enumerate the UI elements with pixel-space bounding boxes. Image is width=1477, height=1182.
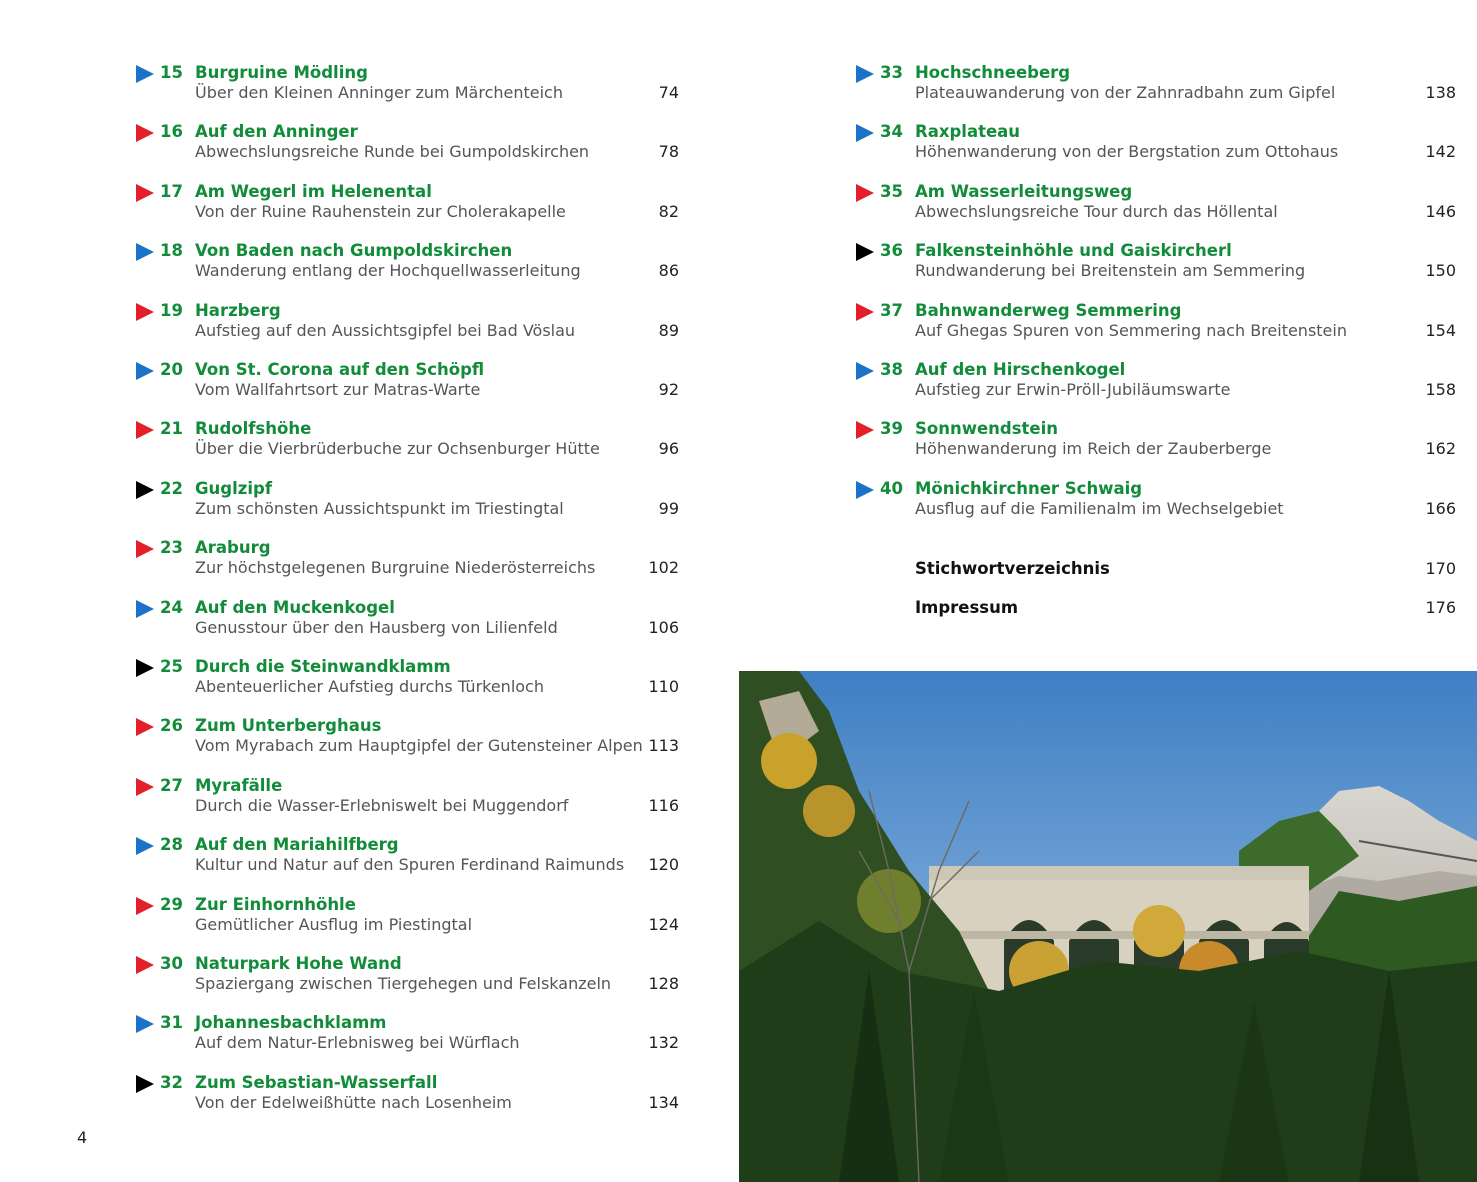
tour-page-number: 166 (1425, 499, 1456, 518)
tour-subtitle: Über die Vierbrüderbuche zur Ochsenburger Hütte (195, 439, 600, 458)
toc-entry[interactable] (0, 537, 700, 583)
tour-title: Naturpark Hohe Wand (195, 954, 402, 973)
toc-entry[interactable] (720, 121, 1477, 167)
toc-entry[interactable] (720, 62, 1477, 108)
tour-title: Am Wasserleitungsweg (915, 182, 1133, 201)
tour-number: 15 (160, 63, 183, 82)
tour-title: Araburg (195, 538, 271, 557)
triangle-marker-icon (136, 243, 154, 261)
toc-entry[interactable] (720, 240, 1477, 286)
triangle-marker-icon (136, 956, 154, 974)
tour-page-number: 99 (658, 499, 679, 518)
tour-subtitle: Zur höchstgelegenen Burgruine Niederösterreichs (195, 558, 596, 577)
tour-page-number: 106 (648, 618, 679, 637)
tour-page-number: 82 (658, 202, 679, 221)
extra-page-number: 176 (1425, 598, 1456, 617)
tour-number: 37 (880, 301, 903, 320)
tour-number: 34 (880, 122, 903, 141)
tour-subtitle: Plateauwanderung von der Zahnradbahn zum Gipfel (915, 83, 1336, 102)
tour-page-number: 138 (1425, 83, 1456, 102)
tour-subtitle: Spaziergang zwischen Tiergehegen und Felskanzeln (195, 974, 612, 993)
tour-title: Harzberg (195, 301, 281, 320)
tour-title: Auf den Anninger (195, 122, 358, 141)
tour-page-number: 124 (648, 915, 679, 934)
tour-title: Auf den Hirschenkogel (915, 360, 1126, 379)
triangle-marker-icon (136, 421, 154, 439)
tour-number: 16 (160, 122, 183, 141)
triangle-marker-icon (856, 303, 874, 321)
tour-page-number: 128 (648, 974, 679, 993)
toc-entry[interactable] (0, 715, 700, 761)
tour-number: 25 (160, 657, 183, 676)
toc-entry[interactable] (0, 834, 700, 880)
tour-number: 18 (160, 241, 183, 260)
tour-subtitle: Ausflug auf die Familienalm im Wechselgebiet (915, 499, 1284, 518)
toc-entry[interactable] (0, 953, 700, 999)
toc-entry[interactable] (0, 300, 700, 346)
tour-page-number: 146 (1425, 202, 1456, 221)
tour-page-number: 116 (648, 796, 679, 815)
tour-subtitle: Aufstieg zur Erwin-Pröll-Jubiläumswarte (915, 380, 1231, 399)
tour-subtitle: Durch die Wasser-Erlebniswelt bei Muggendorf (195, 796, 569, 815)
tour-number: 29 (160, 895, 183, 914)
toc-entry[interactable] (0, 1012, 700, 1058)
triangle-marker-icon (856, 362, 874, 380)
toc-entry[interactable] (720, 181, 1477, 227)
tour-subtitle: Aufstieg auf den Aussichtsgipfel bei Bad Vöslau (195, 321, 576, 340)
tour-page-number: 92 (658, 380, 679, 399)
tour-page-number: 134 (648, 1093, 679, 1112)
tour-number: 36 (880, 241, 903, 260)
tour-page-number: 150 (1425, 261, 1456, 280)
tour-number: 20 (160, 360, 183, 379)
tour-page-number: 74 (658, 83, 679, 102)
toc-entry[interactable] (0, 478, 700, 524)
toc-entry[interactable] (720, 478, 1477, 524)
tour-subtitle: Vom Myrabach zum Hauptgipfel der Gutensteiner Alpen (195, 736, 643, 755)
triangle-marker-icon (136, 1075, 154, 1093)
triangle-marker-icon (856, 243, 874, 261)
tour-number: 32 (160, 1073, 183, 1092)
imprint-entry[interactable] (720, 597, 1477, 643)
tour-title: Raxplateau (915, 122, 1021, 141)
page-number: 4 (77, 1128, 88, 1147)
tour-title: Guglzipf (195, 479, 273, 498)
triangle-marker-icon (856, 481, 874, 499)
tour-title: Zum Unterberghaus (195, 716, 382, 735)
tour-subtitle: Höhenwanderung von der Bergstation zum Ottohaus (915, 142, 1339, 161)
triangle-marker-icon (136, 303, 154, 321)
tour-page-number: 162 (1425, 439, 1456, 458)
toc-entry[interactable] (720, 418, 1477, 464)
tour-subtitle: Höhenwanderung im Reich der Zauberberge (915, 439, 1272, 458)
tour-number: 23 (160, 538, 183, 557)
tour-title: Burgruine Mödling (195, 63, 368, 82)
triangle-marker-icon (136, 897, 154, 915)
toc-entry[interactable] (0, 775, 700, 821)
tour-title: Auf den Mariahilfberg (195, 835, 399, 854)
tour-title: Von St. Corona auf den Schöpfl (195, 360, 485, 379)
tour-number: 28 (160, 835, 183, 854)
tour-page-number: 86 (658, 261, 679, 280)
extra-title: Stichwortverzeichnis (915, 559, 1110, 578)
tour-page-number: 78 (658, 142, 679, 161)
toc-entry[interactable] (0, 1072, 700, 1118)
tour-title: Myrafälle (195, 776, 283, 795)
triangle-marker-icon (856, 184, 874, 202)
tour-page-number: 158 (1425, 380, 1456, 399)
triangle-marker-icon (136, 600, 154, 618)
tour-number: 38 (880, 360, 903, 379)
triangle-marker-icon (136, 778, 154, 796)
triangle-marker-icon (136, 184, 154, 202)
tour-number: 30 (160, 954, 183, 973)
triangle-marker-icon (856, 124, 874, 142)
tour-title: Bahnwanderweg Semmering (915, 301, 1182, 320)
tour-title: Zur Einhornhöhle (195, 895, 356, 914)
toc-entry[interactable] (0, 656, 700, 702)
tour-number: 27 (160, 776, 183, 795)
tour-subtitle: Zum schönsten Aussichtspunkt im Triestingtal (195, 499, 564, 518)
tour-subtitle: Von der Edelweißhütte nach Losenheim (195, 1093, 512, 1112)
tour-title: Auf den Muckenkogel (195, 598, 395, 617)
toc-entry[interactable] (0, 894, 700, 940)
tour-subtitle: Wanderung entlang der Hochquellwasserleitung (195, 261, 581, 280)
tour-page-number: 142 (1425, 142, 1456, 161)
tour-subtitle: Kultur und Natur auf den Spuren Ferdinand Raimunds (195, 855, 625, 874)
toc-entry[interactable] (720, 359, 1477, 405)
extra-page-number: 170 (1425, 559, 1456, 578)
triangle-marker-icon (136, 1015, 154, 1033)
tour-number: 21 (160, 419, 183, 438)
tour-title: Von Baden nach Gumpoldskirchen (195, 241, 513, 260)
triangle-marker-icon (136, 659, 154, 677)
toc-entry[interactable] (0, 121, 700, 167)
toc-entry[interactable] (0, 240, 700, 286)
tour-title: Rudolfshöhe (195, 419, 312, 438)
triangle-marker-icon (136, 362, 154, 380)
tour-subtitle: Abwechslungsreiche Runde bei Gumpoldskirchen (195, 142, 590, 161)
tour-number: 22 (160, 479, 183, 498)
toc-entry[interactable] (0, 181, 700, 227)
tour-subtitle: Auf dem Natur-Erlebnisweg bei Würflach (195, 1033, 520, 1052)
tour-subtitle: Von der Ruine Rauhenstein zur Cholerakapelle (195, 202, 566, 221)
triangle-marker-icon (136, 481, 154, 499)
tour-page-number: 89 (658, 321, 679, 340)
tour-subtitle: Vom Wallfahrtsort zur Matras-Warte (195, 380, 481, 399)
tour-page-number: 102 (648, 558, 679, 577)
tour-number: 17 (160, 182, 183, 201)
tour-subtitle: Rundwanderung bei Breitenstein am Semmering (915, 261, 1306, 280)
tour-subtitle: Abenteuerlicher Aufstieg durchs Türkenloch (195, 677, 544, 696)
tour-page-number: 132 (648, 1033, 679, 1052)
tour-title: Mönichkirchner Schwaig (915, 479, 1143, 498)
tour-number: 39 (880, 419, 903, 438)
tour-subtitle: Abwechslungsreiche Tour durch das Höllental (915, 202, 1278, 221)
triangle-marker-icon (136, 718, 154, 736)
tour-number: 19 (160, 301, 183, 320)
toc-entry[interactable] (720, 300, 1477, 346)
triangle-marker-icon (856, 421, 874, 439)
tour-subtitle: Über den Kleinen Anninger zum Märchenteich (195, 83, 563, 102)
tour-number: 40 (880, 479, 903, 498)
tour-page-number: 154 (1425, 321, 1456, 340)
toc-entry[interactable] (0, 597, 700, 643)
toc-entry[interactable] (0, 418, 700, 464)
tour-title: Falkensteinhöhle und Gaiskircherl (915, 241, 1232, 260)
tour-title: Hochschneeberg (915, 63, 1071, 82)
tour-number: 24 (160, 598, 183, 617)
triangle-marker-icon (856, 65, 874, 83)
tour-title: Am Wegerl im Helenental (195, 182, 432, 201)
triangle-marker-icon (136, 540, 154, 558)
tour-title: Zum Sebastian-Wasserfall (195, 1073, 438, 1092)
tour-subtitle: Auf Ghegas Spuren von Semmering nach Breitenstein (915, 321, 1347, 340)
tour-number: 35 (880, 182, 903, 201)
extra-title: Impressum (915, 598, 1019, 617)
tour-title: Johannesbachklamm (195, 1013, 387, 1032)
tour-page-number: 113 (648, 736, 679, 755)
tour-page-number: 120 (648, 855, 679, 874)
tour-page-number: 96 (658, 439, 679, 458)
toc-entry[interactable] (0, 359, 700, 405)
triangle-marker-icon (136, 65, 154, 83)
triangle-marker-icon (136, 837, 154, 855)
tour-subtitle: Genusstour über den Hausberg von Lilienfeld (195, 618, 558, 637)
tour-number: 31 (160, 1013, 183, 1032)
tour-title: Sonnwendstein (915, 419, 1059, 438)
viaduct-landscape-photo (739, 671, 1477, 1182)
tour-title: Durch die Steinwandklamm (195, 657, 451, 676)
toc-entry[interactable] (0, 62, 700, 108)
tour-page-number: 110 (648, 677, 679, 696)
tour-subtitle: Gemütlicher Ausflug im Piestingtal (195, 915, 473, 934)
tour-number: 26 (160, 716, 183, 735)
triangle-marker-icon (136, 124, 154, 142)
tour-number: 33 (880, 63, 903, 82)
